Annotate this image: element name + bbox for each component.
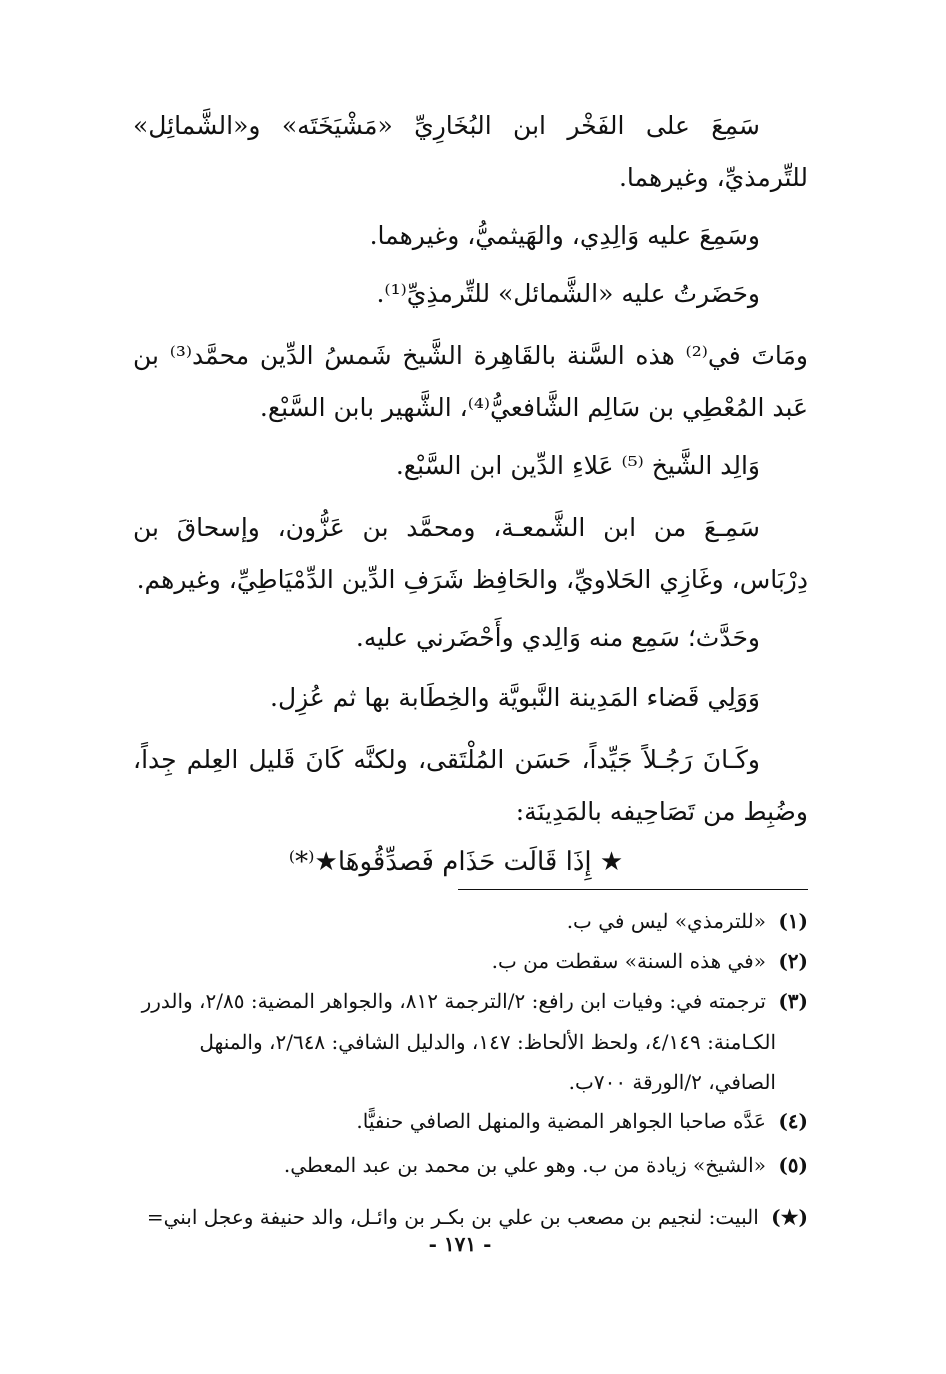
footnote-3-number: (٣) (778, 989, 808, 1013)
footnote-verse-source-number: (★) (771, 1205, 808, 1229)
paragraph-2: وسَمِعَ عليه وَالِدِي، والهَيثميُّ، وغيرهما. (369, 221, 760, 250)
page-number: - ١٧١ - (428, 1232, 492, 1256)
footnote-3-continuation-1: الكـامنة: ٤/١٤٩، ولحظ الألحاظ: ١٤٧، والدليل الشافي: ٢/٦٤٨، والمنهل (199, 1030, 776, 1054)
footnote-3-text: ترجمته في: وفيات ابن رافع: ٢/الترجمة ٨١٢، والجواهر المضية: ٢/٨٥، والدرر (141, 989, 766, 1013)
verse-line: ★ إِذَا قَالَت حَذَام فَصدِّقُوهَا★⁽*⁾ (288, 847, 624, 877)
paragraph-5: وَالِد الشَّيخ ⁽⁵⁾ عَلاءِ الدِّين ابن السَّبْع. (395, 451, 760, 480)
footnote-2 (133, 942, 808, 980)
footnote-5-number: (٥) (778, 1153, 808, 1177)
footnote-1 (133, 902, 808, 940)
footnote-2-number: (٢) (778, 949, 808, 973)
paragraph-6: سَمِـعَ من ابن الشَّمعـة، ومحمَّد بن عَزُّون، وإسحاقَ بن دِرْبَاس، وغَازِي الحَلاويِّ، والحَافِظ شَرَفِ الدِّين الدِّمْيَاطِيِّ، وغيرهم. (133, 513, 808, 594)
footnote-4-text: عَدَّه صاحبا الجواهر المضية والمنهل الصافي حنفيًّا. (356, 1109, 766, 1133)
paragraph-1: سَمِعَ على الفَخْر ابن البُخَارِيِّ «مَشْيَخَتَه» و«الشَّمائِل» للتِّرمذيِّ، وغيرهما. (133, 111, 808, 192)
footnote-separator (458, 889, 808, 890)
paragraph-8: وَوَلِي قَضاء المَدِينة النَّبويَّة والخِطَابة بها ثم عُزِل. (270, 683, 760, 712)
footnote-1-number: (١) (778, 909, 808, 933)
footnote-4 (133, 1102, 808, 1140)
paragraph-3: وحَضَرتُ عليه «الشَّمائل» للتِّرمذِيِّ⁽¹⁾. (376, 279, 760, 308)
paragraph-4: ومَاتَ في⁽²⁾ هذه السَّنة بالقَاهِرة الشَّيخ شَمسُ الدِّين محمَّد⁽³⁾ بن عَبد المُعْطِي بن سَالِم الشَّافعيُّ⁽⁴⁾، الشَّهير بابن السَّبْع. (133, 341, 808, 422)
footnote-2-text: «في هذه السنة» سقطت من ب. (491, 949, 766, 973)
paragraph-9: وكَـانَ رَجُـلاً جَيِّداً، حَسَن المُلْتَقى، ولكنَّه كَانَ قَليل العِلم جِداً، وضُبِط من تَصَاحِيفه بالمَدِينَة: (133, 745, 808, 826)
footnote-5 (133, 1146, 808, 1184)
footnote-4-number: (٤) (778, 1109, 808, 1133)
footnote-1-text: «للترمذي» ليس في ب. (566, 909, 766, 933)
footnote-3 (133, 982, 808, 1020)
footnote-verse-source-text: البيت: لنجيم بن مصعب بن علي بن بكـر بن وائـل، والد حنيفة وعجل ابني= (146, 1205, 759, 1229)
footnote-5-text: «الشيخ» زيادة من ب. وهو علي بن محمد بن عبد المعطي. (283, 1153, 766, 1177)
paragraph-7: وحَدَّث؛ سَمِع منه وَالِدي وأَحْضَرني عليه. (355, 623, 760, 652)
footnote-verse-source (133, 1198, 808, 1236)
footnote-3-continuation-2: الصافي، ٢/الورقة ٧٠٠ب. (568, 1070, 776, 1094)
